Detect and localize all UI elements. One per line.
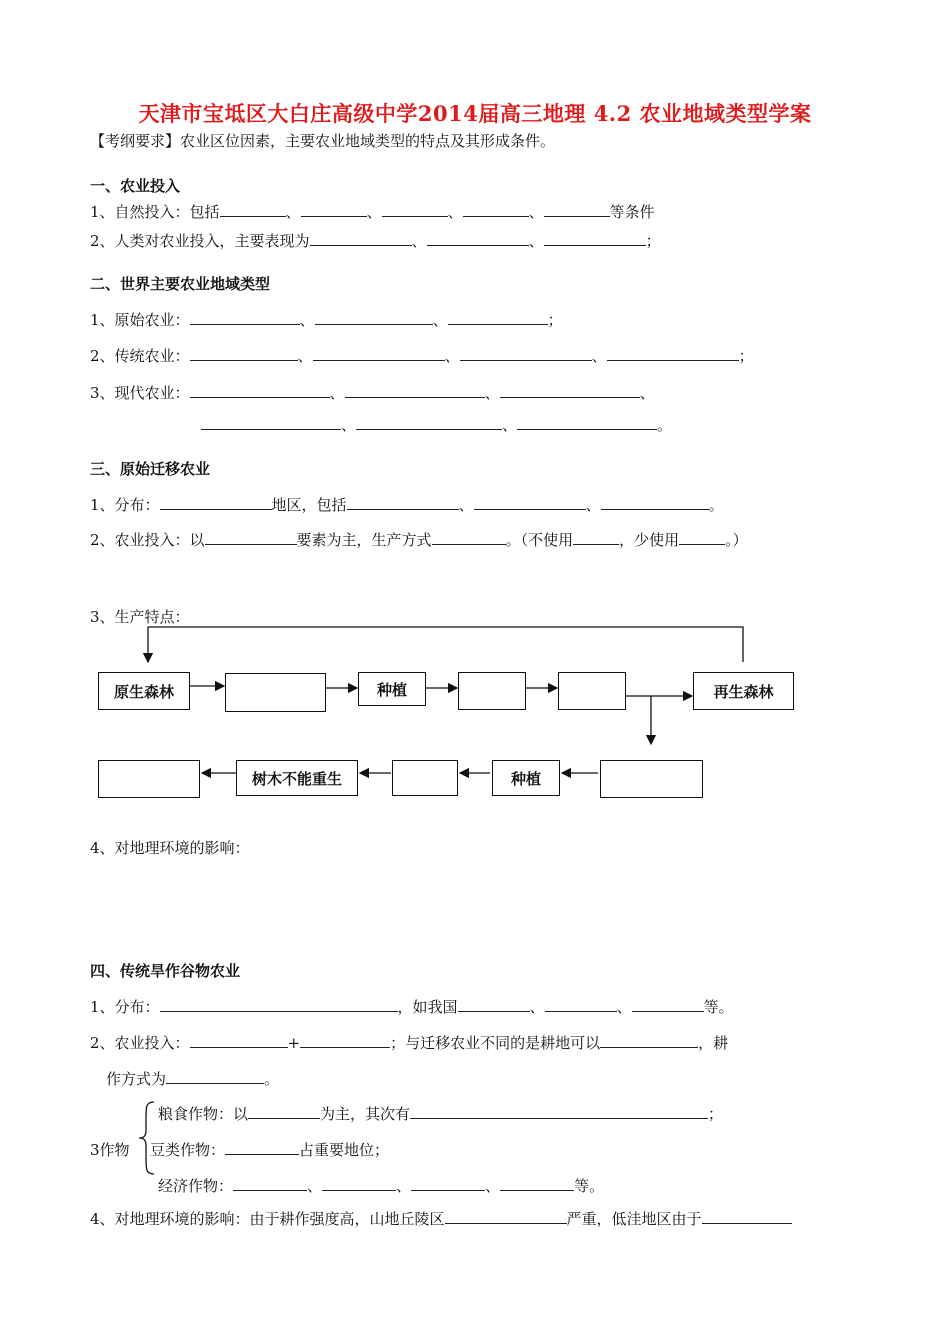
sep: 、 <box>341 416 357 434</box>
box-blank-4[interactable] <box>98 760 200 798</box>
section2-heading: 二、世界主要农业地域类型 <box>90 275 271 293</box>
sep: 、 <box>411 232 427 250</box>
sep: 、 <box>329 384 345 402</box>
s4-l4-prefix: 4、对地理环境的影响：由于耕作强度高，山地丘陵区 <box>90 1210 445 1228</box>
s4-l4-mid: 严重，低洼地区由于 <box>566 1210 702 1228</box>
s1-l1-suffix: 等条件 <box>609 203 655 221</box>
s3-l2-tail1: 。（不使用 <box>505 531 574 549</box>
s4-crop1 <box>158 1103 723 1124</box>
s4-l1-suffix: 等。 <box>703 998 734 1016</box>
s2-l2-label: 2、传统农业： <box>90 347 190 365</box>
s4-l2-mid: ；与迁移农业不同的是耕地可以 <box>390 1034 601 1052</box>
s4-crop2 <box>150 1139 389 1160</box>
s4-line1 <box>90 996 734 1017</box>
blank[interactable] <box>632 997 704 1012</box>
s4-l2b-prefix: 作方式为 <box>106 1070 167 1088</box>
s3-l1-prefix: 1、分布： <box>90 496 160 514</box>
crops-label: 3作物 <box>90 1141 130 1159</box>
box-regenerated-forest: 再生森林 <box>693 672 794 710</box>
section3-heading: 三、原始迁移农业 <box>90 460 211 478</box>
s3-l2-tail3: 。） <box>725 531 748 549</box>
period: 。 <box>657 416 673 434</box>
semicolon: ； <box>645 232 661 250</box>
sep: 、 <box>502 416 518 434</box>
crops-brace <box>136 1100 158 1176</box>
semicolon: ； <box>547 311 563 329</box>
blank[interactable] <box>500 1176 574 1191</box>
semicolon: ； <box>708 1105 724 1123</box>
sep: 、 <box>485 1177 501 1195</box>
sep: 、 <box>529 998 545 1016</box>
s4-crop3 <box>158 1175 604 1196</box>
blank[interactable] <box>166 1069 264 1084</box>
sep: 、 <box>432 311 448 329</box>
s4-c3-prefix: 经济作物： <box>158 1177 234 1195</box>
sep: 、 <box>591 347 607 365</box>
semicolon: ； <box>738 347 754 365</box>
section1-heading: 一、农业投入 <box>90 177 181 195</box>
s4-c1-mid: 为主，其次有 <box>320 1105 411 1123</box>
sep: 、 <box>299 311 315 329</box>
plus: + <box>287 1034 301 1052</box>
blank[interactable] <box>458 997 530 1012</box>
s4-c1-prefix: 粮食作物：以 <box>158 1105 249 1123</box>
s4-line4 <box>90 1208 792 1229</box>
sep: 、 <box>366 203 382 221</box>
s4-c2-prefix: 豆类作物： <box>150 1141 226 1159</box>
s4-l2-prefix: 2、农业投入： <box>90 1034 190 1052</box>
box-planting-2: 种植 <box>492 760 560 796</box>
sep: 、 <box>297 347 313 365</box>
blank[interactable] <box>322 1176 396 1191</box>
blank[interactable] <box>300 1033 390 1048</box>
sep: 、 <box>528 203 544 221</box>
s2-l3-label: 3、现代农业： <box>90 384 190 402</box>
box-trees-cannot-regrow: 树木不能重生 <box>236 760 358 796</box>
sep: 、 <box>396 1177 412 1195</box>
s3-line4: 4、对地理环境的影响： <box>90 839 250 857</box>
sep: 、 <box>484 384 500 402</box>
s3-line3: 3、生产特点： <box>90 608 190 626</box>
s4-line2 <box>90 1032 728 1053</box>
box-blank-5[interactable] <box>392 760 458 796</box>
period: 。 <box>264 1070 280 1088</box>
s1-l2-prefix: 2、人类对农业投入，主要表现为 <box>90 232 310 250</box>
s3-l2-mid: 要素为主，生产方式 <box>296 531 432 549</box>
box-blank-2[interactable] <box>458 672 526 710</box>
sep: 、 <box>285 203 301 221</box>
sep: 、 <box>616 998 632 1016</box>
requirement-label: 【考纲要求】 <box>90 132 181 150</box>
sep: 、 <box>585 496 601 514</box>
blank[interactable] <box>225 1140 299 1155</box>
sep: 、 <box>447 203 463 221</box>
blank[interactable] <box>233 1176 307 1191</box>
box-blank-3[interactable] <box>558 672 626 710</box>
s4-c2-suffix: 占重要地位； <box>299 1141 390 1159</box>
s3-l1-mid: 地区，包括 <box>271 496 347 514</box>
blank[interactable] <box>160 997 398 1012</box>
sep: 、 <box>444 347 460 365</box>
box-blank-1[interactable] <box>225 673 326 712</box>
box-blank-6[interactable] <box>600 760 703 798</box>
blank[interactable] <box>190 1033 288 1048</box>
sep: 、 <box>458 496 474 514</box>
s4-c3-suffix: 等。 <box>574 1177 605 1195</box>
sep: 、 <box>639 384 655 402</box>
s4-line2b <box>106 1068 279 1089</box>
feedback-arrow <box>148 627 743 662</box>
page-title: 天津市宝坻区大白庄高级中学2014届高三地理 4.2 农业地域类型学案 <box>138 101 812 126</box>
blank[interactable] <box>702 1209 792 1224</box>
s1-l1-prefix: 1、自然投入：包括 <box>90 203 220 221</box>
blank[interactable] <box>411 1176 485 1191</box>
box-primary-forest: 原生森林 <box>98 672 190 710</box>
s3-l2-tail2: ，少使用 <box>619 531 680 549</box>
s3-l2-prefix: 2、农业投入：以 <box>90 531 205 549</box>
blank[interactable] <box>410 1104 708 1119</box>
s4-l1-mid: ，如我国 <box>397 998 458 1016</box>
sep: 、 <box>528 232 544 250</box>
s4-l2-tail: ，耕 <box>698 1034 729 1052</box>
requirement-text: 农业区位因素，主要农业地域类型的特点及其形成条件。 <box>180 132 556 150</box>
blank[interactable] <box>600 1033 698 1048</box>
s2-l1-label: 1、原始农业： <box>90 311 190 329</box>
blank[interactable] <box>545 997 617 1012</box>
box-planting-1: 种植 <box>358 672 426 706</box>
blank[interactable] <box>248 1104 320 1119</box>
sep: 、 <box>307 1177 323 1195</box>
s4-l1-prefix: 1、分布： <box>90 998 160 1016</box>
blank[interactable] <box>445 1209 567 1224</box>
period: 。 <box>708 496 724 514</box>
section4-heading: 四、传统旱作谷物农业 <box>90 962 241 980</box>
